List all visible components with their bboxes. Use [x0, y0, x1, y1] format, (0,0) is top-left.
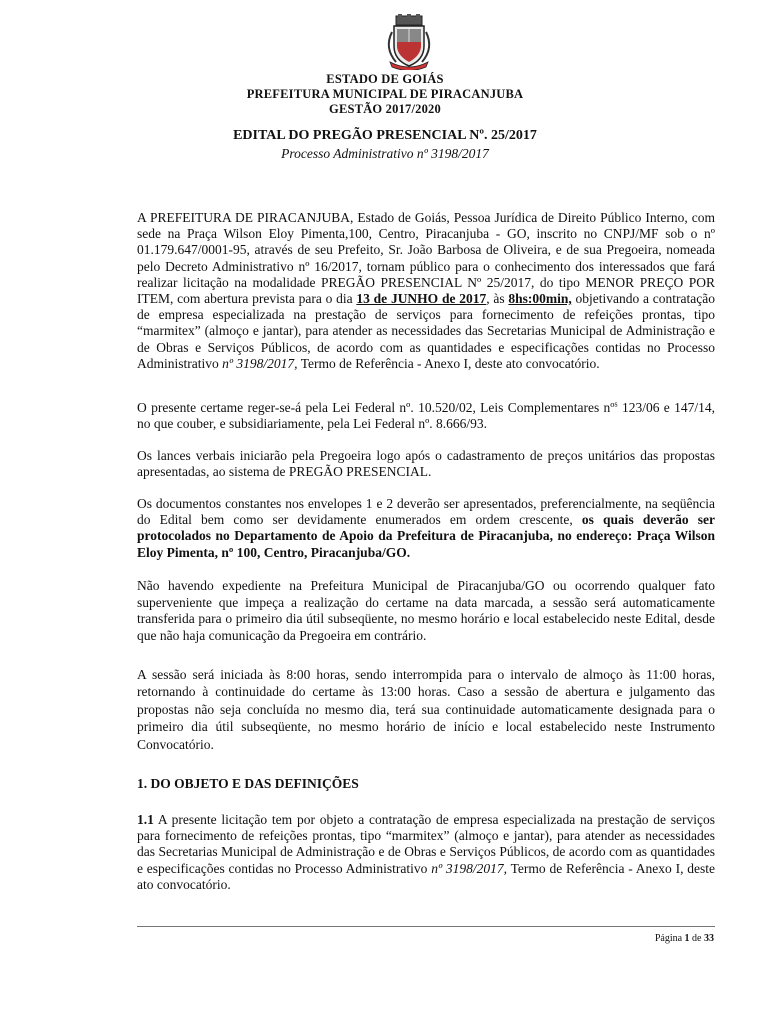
footer-divider: [137, 926, 715, 927]
edital-title: EDITAL DO PREGÃO PRESENCIAL Nº. 25/2017: [233, 128, 537, 143]
legal-basis-paragraph: [137, 400, 715, 432]
intro-text-b: , às: [486, 291, 509, 307]
documents-text-a: Os documentos constantes nos envelopes 1 e 2 deverão ser apresentados, preferencialmente, na seqüência do Edital bem como ser devidamente enumerados em ordem crescente,: [137, 496, 715, 528]
item-text-b: Termo de Referência - Anexo I, deste ato convocatório.: [137, 860, 715, 892]
item-process-ref: nº 3198/2017,: [431, 860, 508, 876]
header-term: GESTÃO 2017/2020: [329, 102, 441, 116]
item-text-a: A presente licitação tem por objeto a contratação de empresa especializada na prestação de serviços para fornecimento de refeições prontas, tipo “marmitex” (almoço e jantar), para atender as necessidades das Secretarias Municipal de Administração e de Obras e Serviços Públicos, de acordo com as quantidades e especificações contidas no Processo Administrativo: [137, 812, 715, 876]
process-number: Processo Administrativo nº 3198/2017: [281, 146, 489, 161]
intro-text-a: A PREFEITURA DE PIRACANJUBA, Estado de Goiás, Pessoa Jurídica de Direito Público Interno, com sede na Praça Wilson Eloy Pimenta,100, Centro, Piracanjuba - GO, inscrito no CNPJ/MF sob o nº 01.179.647/0001-95, através de seu Prefeito, Sr. João Barbosa de Oliveira, e de sua Pregoeira, nomeada pelo Decreto Administrativo nº 16/2017, tornam público para o conhecimento dos interessados que fará realizar licitação na modalidade PREGÃO PRESENCIAL Nº 25/2017, do tipo MENOR PREÇO POR ITEM, com abertura prevista para o dia: [137, 210, 715, 307]
documents-paragraph: [137, 496, 715, 561]
header-state: ESTADO DE GOIÁS: [326, 72, 444, 86]
opening-date: 13 de JUNHO de 2017: [356, 291, 487, 307]
page-number: [655, 933, 714, 944]
no-business-day-paragraph: Não havendo expediente na Prefeitura Municipal de Piracanjuba/GO ou ocorrendo qualquer fato superveniente que impeça a realização do certame na data marcada, a sessão será automaticamente transferida para o primeiro dia útil subseqüente, no mesmo horário e local estabelecido neste Edital, desde que não haja comunicação da Pregoeira em contrário.: [137, 578, 715, 643]
intro-text-d: Termo de Referência - Anexo I, deste ato convocatório.: [297, 355, 600, 371]
legal-text-b: 123/06 e 147/14, no que couber, e subsidiariamente, pela Lei Federal nº. 8.666/93.: [137, 400, 716, 432]
documents-text-bold: os quais deverão ser protocolados no Departamento de Apoio da Prefeitura de Piracanjuba, no endereço: Praça Wilson Eloy Pimenta, nº 100, Centro, Piracanjuba/GO.: [137, 512, 715, 560]
page-word: Página: [654, 933, 683, 944]
page-total: 33: [704, 933, 714, 944]
page-current: 1: [684, 933, 690, 944]
verbal-bids-paragraph: Os lances verbais iniciarão pela Pregoeira logo após o cadastramento de preços unitários das propostas apresentadas, ao sistema de PREGÃO PRESENCIAL.: [137, 448, 715, 480]
intro-text-c: objetivando a contratação de empresa especializada na prestação de serviços para fornecimento de refeições prontas, tipo “marmitex” (almoço e jantar), para atender as necessidades das Secretarias Municipal de Administração e de Obras e Serviços Públicos, de acordo com as quantidades e especificações contidas no Processo Administrativo: [137, 291, 715, 371]
session-schedule-paragraph: A sessão será iniciada às 8:00 horas, sendo interrompida para o intervalo de almoço às 11:00 horas, retornando à continuidade do certame às 13:00 horas. Caso a sessão de abertura e julgamento das propostas não seja concluída no mesmo dia, terá sua continuidade automaticamente designada para o primeiro dia útil subseqüente, no mesmo horário de início e local estabelecido neste Instrumento Convocatório.: [137, 667, 715, 752]
intro-paragraph: [137, 210, 715, 372]
section-heading: 1. DO OBJETO E DAS DEFINIÇÕES: [137, 776, 359, 791]
page-of: de: [692, 933, 702, 944]
opening-time: 8hs:00min,: [508, 291, 572, 307]
legal-text-a: O presente certame reger-se-á pela Lei Federal nº. 10.520/02, Leis Complementares nº: [137, 400, 615, 415]
intro-process-ref: nº 3198/2017,: [222, 355, 298, 371]
item-number: 1.1: [137, 812, 154, 827]
legal-superscript: s: [614, 399, 618, 409]
section-item-1-1: [137, 812, 715, 893]
header-municipality: PREFEITURA MUNICIPAL DE PIRACANJUBA: [246, 87, 524, 101]
municipal-coat-of-arms-icon: [382, 14, 436, 70]
